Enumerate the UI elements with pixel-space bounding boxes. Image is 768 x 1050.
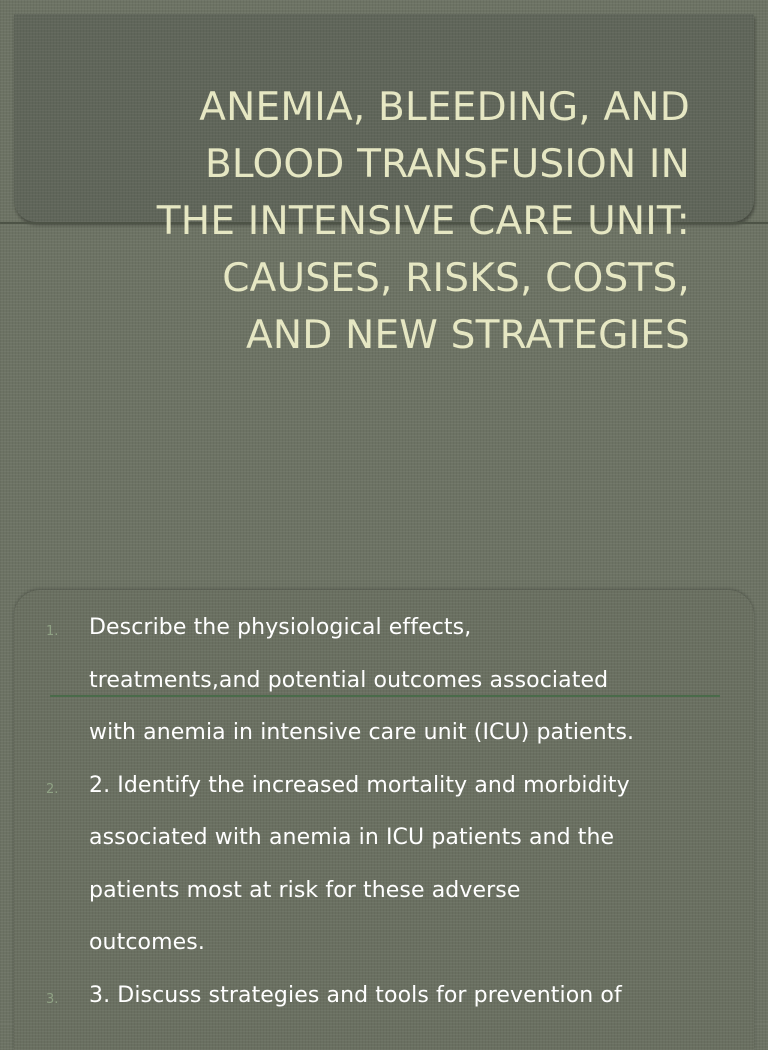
objective-line: 2. Identify the increased mortality and morbidity bbox=[89, 772, 630, 798]
title-line: CAUSES, RISKS, COSTS, bbox=[222, 256, 690, 301]
title-line: THE INTENSIVE CARE UNIT: bbox=[156, 199, 690, 244]
objectives-list bbox=[0, 602, 768, 1022]
objective-item bbox=[0, 602, 768, 760]
title-line: ANEMIA, BLEEDING, AND bbox=[199, 85, 690, 130]
objective-line: treatments,and potential outcomes associated bbox=[89, 667, 609, 693]
objective-line: 3. Discuss strategies and tools for prevention of bbox=[89, 982, 622, 1008]
objective-line: with anemia in intensive care unit (ICU) patients. bbox=[89, 720, 635, 745]
title-line: BLOOD TRANSFUSION IN bbox=[204, 142, 690, 187]
objective-number: 1. bbox=[46, 624, 59, 639]
objective-number: 2. bbox=[46, 781, 59, 797]
objective-line: outcomes. bbox=[89, 930, 205, 955]
title-line: AND NEW STRATEGIES bbox=[246, 313, 690, 358]
objectives-slide bbox=[0, 590, 768, 1024]
objective-number: 3. bbox=[46, 991, 59, 1007]
objective-item bbox=[0, 970, 768, 1023]
objective-line: Describe the physiological effects, bbox=[89, 615, 472, 640]
objective-line: patients most at risk for these adverse bbox=[89, 877, 521, 903]
slide-title bbox=[40, 79, 690, 364]
objective-item bbox=[0, 760, 768, 970]
objective-line: associated with anemia in ICU patients and the bbox=[89, 825, 615, 850]
